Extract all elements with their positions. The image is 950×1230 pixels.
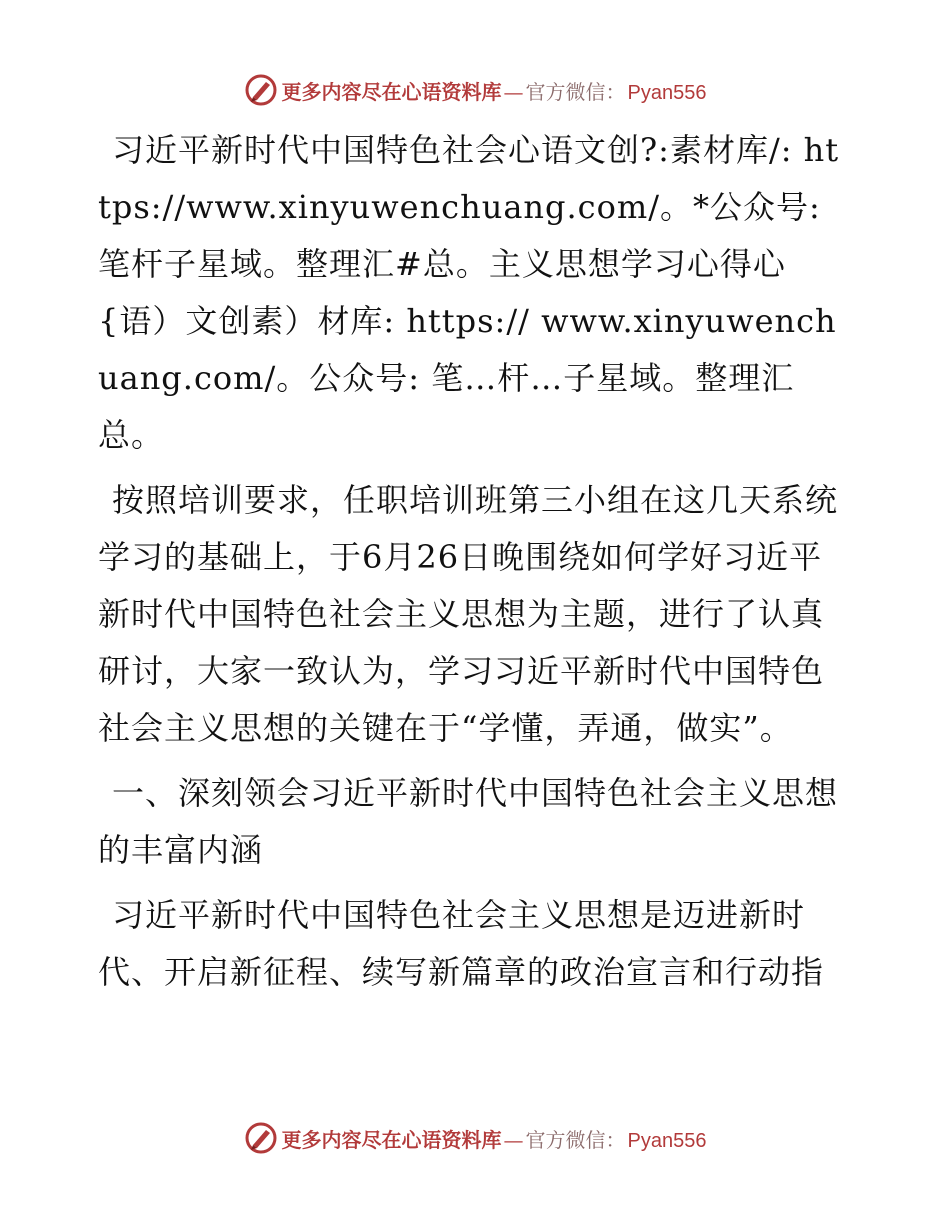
footer-banner — [0, 1118, 950, 1158]
paragraph-2: 按照培训要求，任职培训班第三小组在这几天系统学习的基础上，于6月26日晚围绕如何学好习近平新时代中国特色社会主义思想为主题，进行了认真研讨，大家一致认为，学习习近平新时代中国特色社会主义思想的关键在于“学懂，弄通，做实”。 — [98, 481, 839, 747]
document-body — [98, 122, 850, 1009]
header-banner-dash: — — [503, 79, 524, 104]
pen-logo-icon — [244, 73, 278, 107]
header-banner-text: 更多内容尽在心语资料库 — [281, 79, 502, 104]
header-banner — [0, 70, 950, 110]
header-contact-label: 官方微信： — [525, 79, 626, 104]
section-heading: 一、深刻领会习近平新时代中国特色社会主义思想的丰富内涵 — [98, 774, 839, 869]
paragraph-3: 习近平新时代中国特色社会主义思想是迈进新时代、开启新征程、续写新篇章的政治宣言和行动指 — [98, 896, 825, 991]
pen-logo-icon — [244, 1121, 278, 1155]
paragraph-1: 习近平新时代中国特色社会心语文创?:素材库/: https://www.xinyuwenchuang.com/。*公众号: 笔杆子星域。整理汇#总。主义思想学习心得心{语）文创素）材库: https:// www.xinyuwenchuang.com/。公众号: 笔…杆…子星域。整理汇总。 — [98, 131, 840, 454]
footer-contact-label: 官方微信： — [525, 1127, 626, 1152]
header-contact-id: Pyan556 — [627, 81, 707, 104]
footer-banner-dash: — — [503, 1127, 524, 1152]
footer-banner-text: 更多内容尽在心语资料库 — [281, 1127, 502, 1152]
footer-contact-id: Pyan556 — [627, 1129, 707, 1152]
